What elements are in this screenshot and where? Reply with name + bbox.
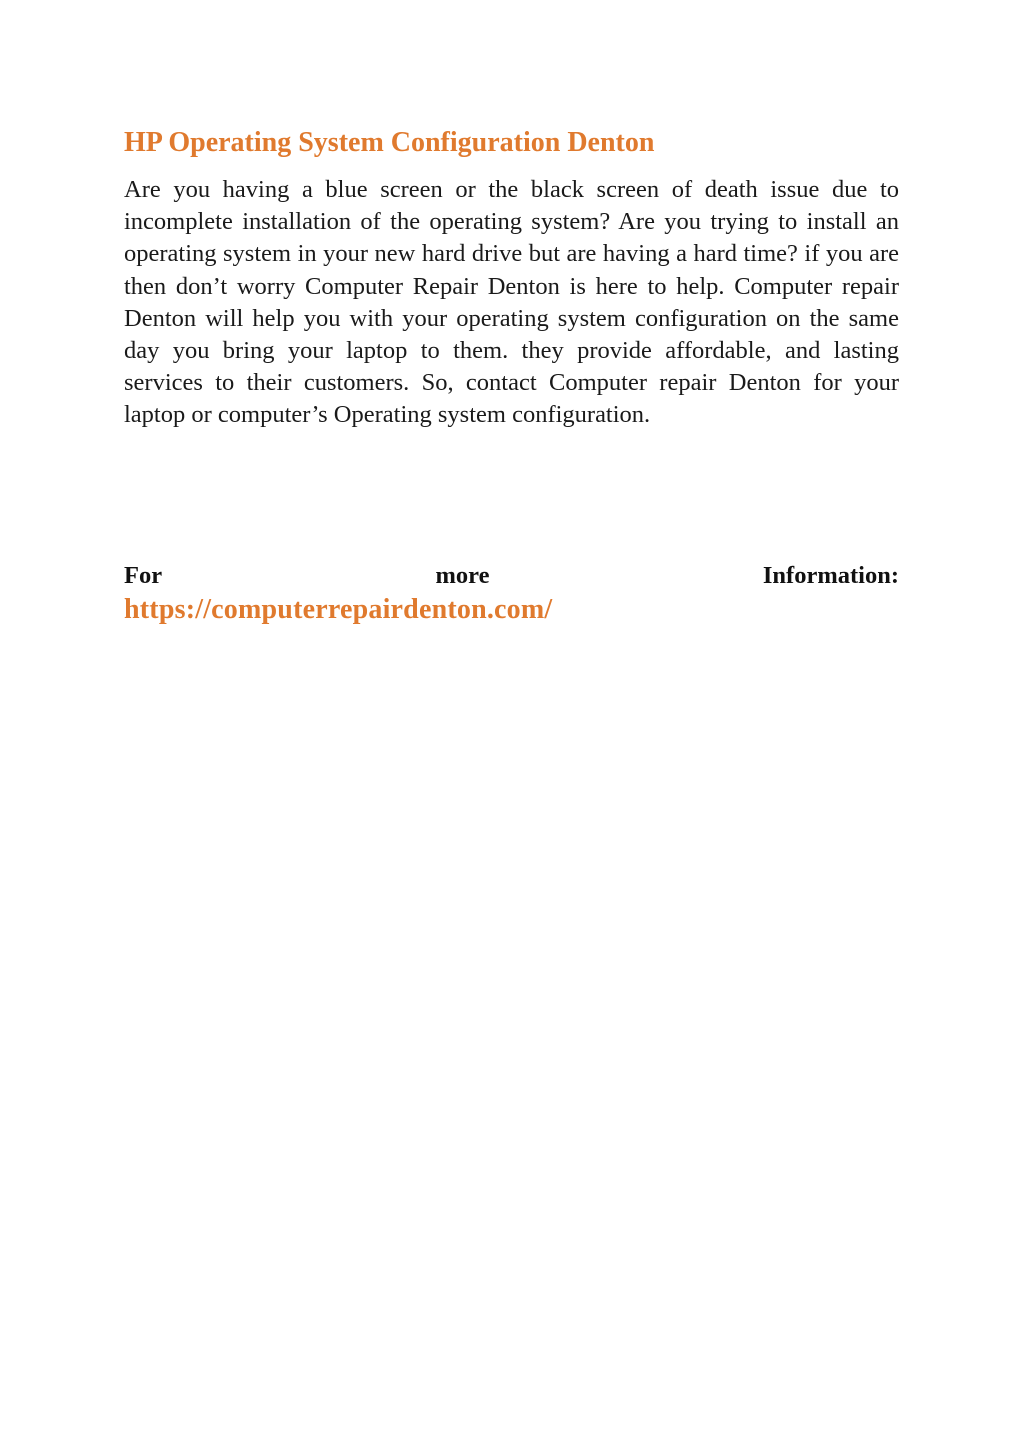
more-information-line <box>124 560 899 592</box>
more-info-word-more: more <box>435 562 490 589</box>
more-info-word-for: For <box>124 562 163 589</box>
website-link[interactable]: https://computerrepairdenton.com/ <box>124 594 553 625</box>
more-information-block <box>124 560 899 627</box>
body-paragraph: Are you having a blue screen or the black screen of death issue due to incomplete installation of the operating system? Are you trying to install an operating system in your new hard drive but are having a hard time? if you are then don’t worry Computer Repair Denton is here to help. Computer repair Denton will help you with your operating system configuration on the same day you bring your laptop to them. they provide affordable, and lasting services to their customers. So, contact Computer repair Denton for your laptop or computer’s Operating system configuration. <box>124 176 899 429</box>
page-title: HP Operating System Configuration Denton <box>124 127 655 158</box>
more-info-word-information: Information: <box>762 562 899 589</box>
document-content <box>124 124 899 432</box>
